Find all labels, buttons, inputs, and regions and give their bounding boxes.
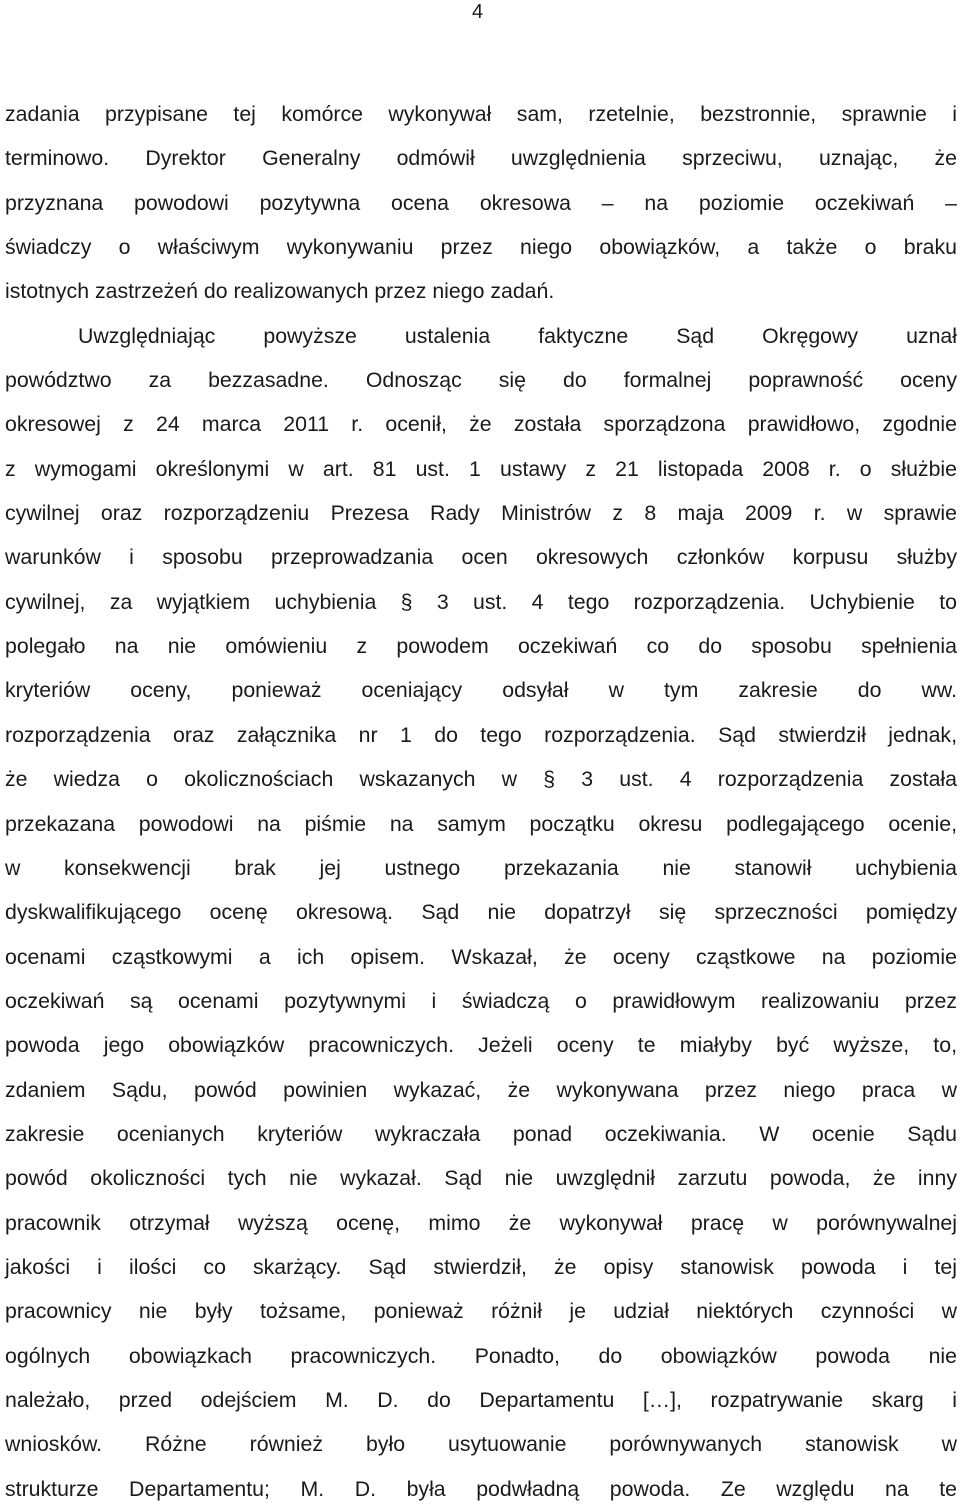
body-line: powód okoliczności tych nie wykazał. Sąd nie uwzględnił zarzutu powoda, że inny <box>5 1166 957 1191</box>
body-line: jakości i ilości co skarżący. Sąd stwierdził, że opisy stanowisk powoda i tej <box>5 1254 957 1279</box>
body-line: Uwzględniając powyższe ustalenia faktyczne Sąd Okręgowy uznał <box>78 323 957 348</box>
body-line: zakresie ocenianych kryteriów wykraczała ponad oczekiwania. W ocenie Sądu <box>5 1121 957 1146</box>
body-line: świadczy o właściwym wykonywaniu przez niego obowiązków, a także o braku <box>5 235 957 260</box>
body-line: ogólnych obowiązkach pracowniczych. Ponadto, do obowiązków powoda nie <box>5 1343 957 1368</box>
body-line: rozporządzenia oraz załącznika nr 1 do tego rozporządzenia. Sąd stwierdził jednak, <box>5 722 957 747</box>
body-line: przyznana powodowi pozytywna ocena okresowa – na poziomie oczekiwań – <box>5 190 957 215</box>
body-line: należało, przed odejściem M. D. do Departamentu […], rozpatrywanie skarg i <box>5 1387 957 1412</box>
body-line: ocenami cząstkowymi a ich opisem. Wskazał, że oceny cząstkowe na poziomie <box>5 944 957 969</box>
body-line: zdaniem Sądu, powód powinien wykazać, że wykonywana przez niego praca w <box>5 1077 957 1102</box>
body-line: istotnych zastrzeżeń do realizowanych przez niego zadań. <box>5 279 555 304</box>
body-line: cywilnej, za wyjątkiem uchybienia § 3 ust. 4 tego rozporządzenia. Uchybienie to <box>5 589 957 614</box>
body-line: pracownicy nie były tożsame, ponieważ różnił je udział niektórych czynności w <box>5 1299 957 1324</box>
page-number: 4 <box>472 1 484 23</box>
body-line: wniosków. Różne również było usytuowanie porównywanych stanowisk w <box>5 1432 957 1457</box>
body-line: w konsekwencji brak jej ustnego przekazania nie stanowił uchybienia <box>5 855 957 880</box>
body-line: powoda jego obowiązków pracowniczych. Jeżeli oceny te miałyby być wyższe, to, <box>5 1033 957 1058</box>
body-line: z wymogami określonymi w art. 81 ust. 1 ustawy z 21 listopada 2008 r. o służbie <box>5 456 957 481</box>
body-line: przekazana powodowi na piśmie na samym początku okresu podlegającego ocenie, <box>5 811 957 836</box>
body-line: strukturze Departamentu; M. D. była podwładną powoda. Ze względu na te <box>5 1476 957 1501</box>
body-line: oczekiwań są ocenami pozytywnymi i świadczą o prawidłowym realizowaniu przez <box>5 988 957 1013</box>
body-line: kryteriów oceny, ponieważ oceniający odsyłał w tym zakresie do ww. <box>5 678 957 703</box>
body-line: pracownik otrzymał wyższą ocenę, mimo że wykonywał pracę w porównywalnej <box>5 1210 957 1235</box>
body-line: zadania przypisane tej komórce wykonywał sam, rzetelnie, bezstronnie, sprawnie i <box>5 102 957 126</box>
body-line: terminowo. Dyrektor Generalny odmówił uwzględnienia sprzeciwu, uznając, że <box>5 146 957 171</box>
body-line: że wiedza o okolicznościach wskazanych w § 3 ust. 4 rozporządzenia została <box>5 767 957 792</box>
body-line: okresowej z 24 marca 2011 r. ocenił, że została sporządzona prawidłowo, zgodnie <box>5 412 957 437</box>
document-body <box>5 92 957 1511</box>
body-line: polegało na nie omówieniu z powodem oczekiwań co do sposobu spełnienia <box>5 634 957 659</box>
body-line: dyskwalifikującego ocenę okresową. Sąd nie dopatrzył się sprzeczności pomiędzy <box>5 900 957 925</box>
body-line: powództwo za bezzasadne. Odnosząc się do formalnej poprawność oceny <box>5 368 957 393</box>
body-line: cywilnej oraz rozporządzeniu Prezesa Rady Ministrów z 8 maja 2009 r. w sprawie <box>5 501 957 526</box>
body-line: warunków i sposobu przeprowadzania ocen okresowych członków korpusu służby <box>5 545 957 570</box>
